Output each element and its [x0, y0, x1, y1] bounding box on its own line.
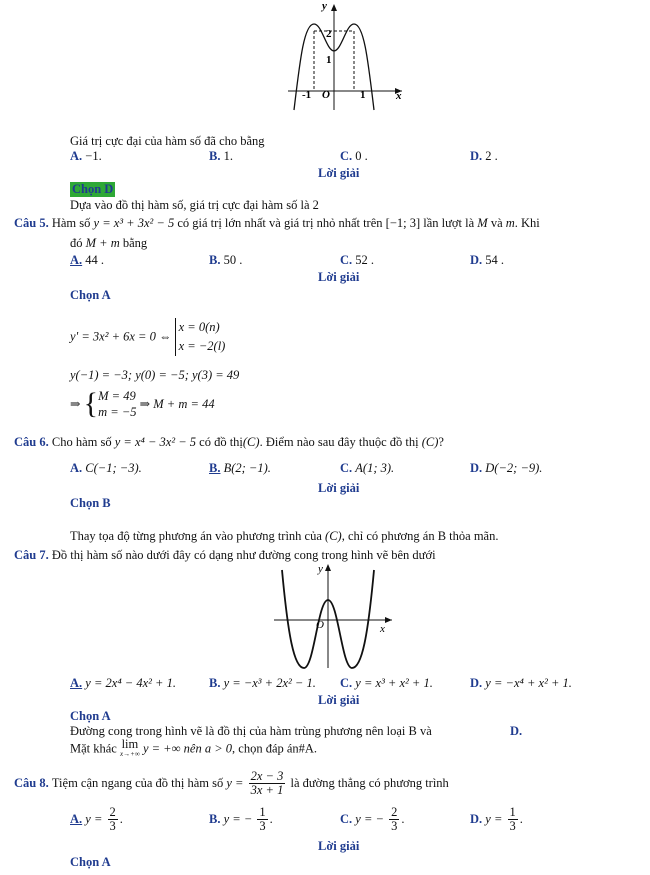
q8-a-letter: A.: [70, 812, 83, 826]
q8-label: Câu 8.: [14, 776, 49, 790]
q7-explain2c: , chọn đáp án#A.: [232, 741, 318, 756]
q5-d-text: 54 .: [485, 253, 505, 267]
q7-c-text: y = x³ + x² + 1.: [355, 676, 433, 690]
q5-solution-title: Lời giải: [318, 270, 360, 284]
q6-stem4: ?: [438, 435, 444, 449]
q7-lim-sub: x→+∞: [119, 750, 140, 758]
q7-a-letter: A.: [70, 676, 83, 690]
q6-explain2: , chỉ có phương án B thỏa mãn.: [341, 529, 499, 543]
q6-func: y = x⁴ − 3x² − 5: [114, 435, 197, 449]
q8-option-d[interactable]: [470, 806, 523, 833]
q5-func: y = x³ + 3x² − 5: [93, 216, 175, 230]
q4-solution-title: Lời giải: [318, 166, 360, 180]
q8-stem: [14, 770, 449, 797]
q4-answer: Chọn D: [72, 182, 114, 196]
q8-a-num: 2: [109, 805, 116, 819]
q5-derivative: [70, 318, 225, 356]
q6-explain1: Thay tọa độ từng phương án vào phương trình của: [70, 529, 322, 543]
q7-a-text: y = 2x⁴ − 4x² + 1.: [85, 676, 176, 690]
q8-answer: Chọn A: [70, 855, 111, 869]
q8-b-frac: [257, 806, 267, 833]
q6-option-a[interactable]: [70, 461, 142, 476]
q5-label: Câu 5.: [14, 216, 49, 230]
q5-stem2: có giá trị lớn nhất và giá trị nhỏ nhất trên: [177, 216, 383, 230]
q4-d-text: 2 .: [485, 149, 498, 163]
q5-stem1: Hàm số: [51, 216, 91, 230]
q8-b-letter: B.: [209, 812, 221, 826]
q8-b-dot: .: [269, 812, 273, 826]
q5-sys2: m = −5: [98, 405, 137, 419]
graph2-y-label: y: [318, 563, 323, 575]
q6-explain-C: (C): [325, 529, 342, 543]
q7-option-b[interactable]: [209, 676, 316, 691]
q5-curly-brace: {: [83, 387, 99, 420]
q8-stem2: là đường thẳng có phương trình: [290, 776, 449, 790]
q8-num: 2x − 3: [250, 769, 284, 783]
q6-c-text: A(1; 3).: [355, 461, 395, 475]
q4-option-c[interactable]: [340, 149, 368, 164]
q5-va: và: [490, 216, 503, 230]
graph-extremum: [280, 0, 410, 112]
q7-solution-title: Lời giải: [318, 693, 360, 707]
q8-d-frac: [508, 806, 518, 833]
q7-option-c[interactable]: [340, 676, 433, 691]
graph2-x-label: x: [380, 623, 385, 635]
q5-stem: [14, 216, 540, 231]
q5-case1: x = 0(n): [178, 320, 220, 334]
q7-explain2: [70, 739, 317, 759]
q4-a-letter: A.: [70, 149, 83, 163]
q6-a-letter: A.: [70, 461, 83, 475]
graph2-origin: O: [316, 619, 324, 631]
q6-d-letter: D.: [470, 461, 483, 475]
q5-line2a: đó: [70, 236, 83, 250]
q6-stem3: . Điểm nào sau đây thuộc đồ thị: [259, 435, 419, 449]
q7-option-d[interactable]: [470, 676, 572, 691]
q7-explain1-d: D.: [510, 724, 523, 738]
q8-y-eq: y =: [226, 776, 244, 790]
q5-d-letter: D.: [470, 253, 483, 267]
q6-option-d[interactable]: [470, 461, 542, 476]
q6-C: (C): [242, 435, 260, 449]
q5-sys1: M = 49: [98, 389, 136, 403]
q5-M: M: [477, 216, 488, 230]
q4-a-text: −1.: [85, 149, 102, 163]
q8-d-dot: .: [519, 812, 523, 826]
q8-c-letter: C.: [340, 812, 353, 826]
q7-stem-text: Đồ thị hàm số nào dưới đây có dạng như đường cong trong hình vẽ bên dưới: [51, 548, 436, 562]
q5-khi: . Khi: [514, 216, 540, 230]
q6-stem1: Cho hàm số: [51, 435, 112, 449]
q8-d-pre: y =: [485, 812, 503, 826]
q4-b-letter: B.: [209, 149, 221, 163]
q4-option-b[interactable]: [209, 149, 233, 164]
q5-system: [70, 388, 215, 420]
q4-d-letter: D.: [470, 149, 483, 163]
q8-d-num: 1: [509, 805, 516, 819]
graph1-tick-x1: 1: [360, 89, 366, 101]
q6-C2: (C): [421, 435, 439, 449]
q5-answer: Chọn A: [70, 288, 111, 302]
q5-bracket: [175, 318, 226, 356]
q4-c-text: 0 .: [355, 149, 368, 163]
graph1-origin: O: [322, 89, 330, 101]
q5-interval: [−1; 3]: [385, 216, 421, 230]
q5-a-letter: A.: [70, 253, 83, 267]
q8-c-frac: [389, 806, 399, 833]
q4-option-d[interactable]: [470, 149, 498, 164]
q6-option-b[interactable]: [209, 461, 271, 476]
q7-option-a[interactable]: [70, 676, 176, 691]
q8-solution-title: Lời giải: [318, 839, 360, 853]
q6-a-text: C(−1; −3).: [85, 461, 142, 475]
q8-d-den: 3: [509, 819, 516, 833]
q4-option-a[interactable]: [70, 149, 102, 164]
q8-c-pre: y = −: [355, 812, 384, 826]
q7-b-text: y = −x³ + 2x² − 1.: [223, 676, 316, 690]
q6-answer: Chọn B: [70, 496, 111, 510]
q8-fraction: [249, 770, 286, 797]
graph1-tick-m1: -1: [302, 89, 312, 101]
q6-b-text: B(2; −1).: [223, 461, 271, 475]
q8-d-letter: D.: [470, 812, 483, 826]
q8-option-c[interactable]: [340, 806, 404, 833]
q5-result: ⇒ M + m = 44: [139, 397, 215, 411]
q8-c-den: 3: [391, 819, 398, 833]
q4-explain: Dựa vào đồ thị hàm số, giá trị cực đại hàm số là 2: [70, 198, 319, 212]
q8-a-dot: .: [119, 812, 123, 826]
graph1-y-label: y: [322, 0, 327, 12]
q7-explain2a: Mặt khác: [70, 741, 117, 756]
q5-deriv-text: y' = 3x² + 6x = 0 ⇔: [70, 329, 172, 344]
q6-label: Câu 6.: [14, 435, 49, 449]
q7-explain2b: y = +∞ nên: [142, 741, 202, 756]
q8-den: 3x + 1: [250, 783, 284, 797]
q5-option-a[interactable]: [70, 253, 104, 268]
graph1-tick-1: 1: [326, 54, 332, 66]
q6-c-letter: C.: [340, 461, 353, 475]
q4-b-text: 1.: [223, 149, 233, 163]
q8-stem1: Tiệm cận ngang của đồ thị hàm số: [51, 776, 224, 790]
q4-c-letter: C.: [340, 149, 353, 163]
q8-a-frac: [108, 806, 118, 833]
q8-option-a[interactable]: [70, 806, 123, 833]
q6-stem: [14, 435, 444, 450]
q7-explain1: Đường cong trong hình vẽ là đồ thị của hàm trùng phương nên loại B và: [70, 724, 432, 738]
q5-option-b[interactable]: [209, 253, 242, 268]
q7-limit: [120, 739, 140, 759]
q8-c-num: 2: [391, 805, 398, 819]
q7-answer: Chọn A: [70, 709, 111, 723]
q7-lim-text: lim: [121, 737, 139, 751]
q6-d-text: D(−2; −9).: [485, 461, 543, 475]
q8-c-dot: .: [401, 812, 405, 826]
q7-b-letter: B.: [209, 676, 221, 690]
q8-a-pre: y =: [85, 812, 103, 826]
q5-stem3: lần lượt là: [423, 216, 475, 230]
q5-c-letter: C.: [340, 253, 353, 267]
q5-case2: x = −2(l): [178, 339, 226, 353]
q7-c-letter: C.: [340, 676, 353, 690]
q5-a-text: 44 .: [85, 253, 105, 267]
q4-stem: Giá trị cực đại của hàm số đã cho bằng: [70, 134, 265, 148]
q8-option-b[interactable]: [209, 806, 273, 833]
q5-b-text: 50 .: [223, 253, 243, 267]
q6-option-c[interactable]: [340, 461, 394, 476]
q6-explain: [70, 529, 498, 544]
q5-stem-line2: [70, 236, 147, 251]
q8-b-den: 3: [259, 819, 266, 833]
q6-solution-title: Lời giải: [318, 481, 360, 495]
q7-cond: a > 0: [204, 741, 233, 756]
q5-line2b: bằng: [122, 236, 148, 250]
q5-b-letter: B.: [209, 253, 221, 267]
q8-a-den: 3: [109, 819, 116, 833]
q6-b-letter: B.: [209, 461, 221, 475]
graph1-x-label: x: [396, 90, 402, 102]
q5-expr: M + m: [85, 236, 120, 250]
q6-stem2: có đồ thị: [199, 435, 243, 449]
q7-label: Câu 7.: [14, 548, 49, 562]
q7-d-text: y = −x⁴ + x² + 1.: [485, 676, 572, 690]
graph1-tick-2: 2: [326, 28, 332, 40]
q5-m: m: [505, 216, 515, 230]
q8-b-pre: y = −: [223, 812, 253, 826]
q5-arrow: ⇒: [70, 397, 81, 411]
q5-c-text: 52 .: [355, 253, 375, 267]
graph-quartic: [268, 560, 398, 670]
q5-values: y(−1) = −3; y(0) = −5; y(3) = 49: [70, 368, 240, 382]
q5-option-d[interactable]: [470, 253, 504, 268]
q5-option-c[interactable]: [340, 253, 374, 268]
q7-d-letter: D.: [470, 676, 483, 690]
q8-b-num: 1: [259, 805, 266, 819]
q5-sys-lines: [98, 388, 136, 420]
